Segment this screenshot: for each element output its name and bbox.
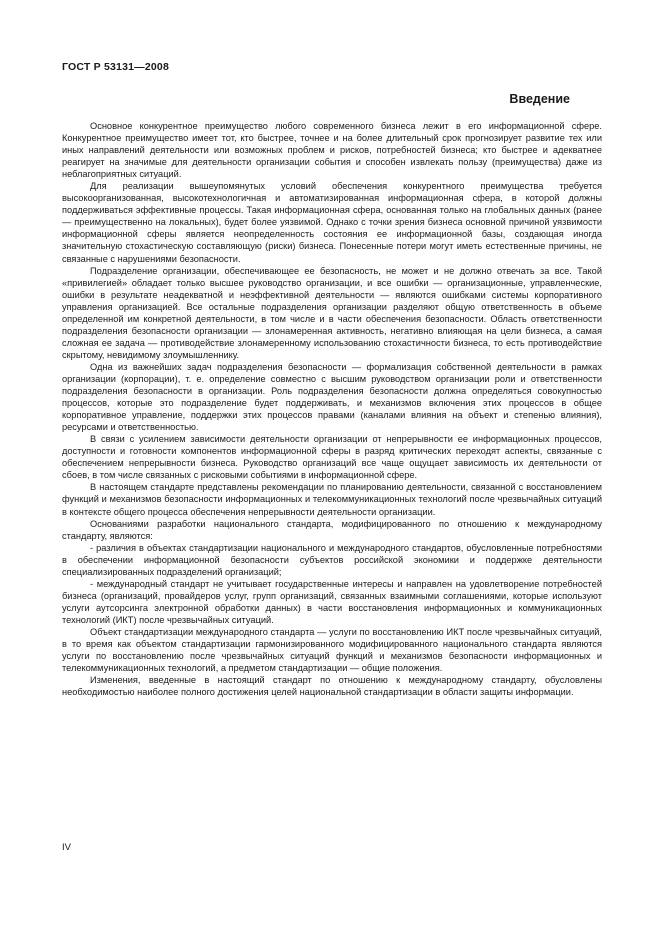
list-item: - различия в объектах стандартизации национального и международного стандартов, обусловленные потребностями в обеспечении информационной безопасности субъектов российской экономики и поддержке деятельности специализированных подразделений организаций; [62,542,602,577]
body-text [62,120,602,698]
page-number: IV [62,842,71,853]
section-title: Введение [509,92,570,106]
paragraph: Изменения, введенные в настоящий стандарт по отношению к международному стандарту, обусловлены необходимостью наиболее полного достижения целей национальной стандартизации в области защиты информации. [62,675,602,698]
paragraph: Основное конкурентное преимущество любого современного бизнеса лежит в его информационной сфере. Конкурентное преимущество имеет тот, кто быстрее, точнее и на более длительный срок прогнозирует развитие тех или иных направлений деятельности или возможных проблем и рисков, потребностей бизнеса; кто быстрее и адекватнее реагирует на значимые для деятельности организации события и способен извлекать пользу (преимущества) даже из неблагоприятных ситуаций. [62,121,602,180]
paragraph: Подразделение организации, обеспечивающее ее безопасность, не может и не должно отвечать за все. Такой «привилегией» обладает только высшее руководство организации, и все ошибки — организационные, управленческие, ошибки в результате неадекватной и неэффективной деятельности — являются ошибками системы корпоративного управления организацией. Все остальные подразделения организации разделяют общую ответственность в объеме определенной им конкретной деятельности, в том числе и в части обеспечения безопасности. Область ответственности подразделения безопасности организации — злонамеренная активность, негативно влияющая на цели бизнеса, а самая сложная ее задача — противодействие злонамеренному использованию стохастичности бизнеса, то есть противодействие скрытому, невидимому злоумышленнику. [62,265,602,360]
standard-header: ГОСТ Р 53131—2008 [62,61,170,73]
paragraph: Основаниями разработки национального стандарта, модифицированного по отношению к международному стандарту, являются: [62,518,602,541]
paragraph: Объект стандартизации международного стандарта — услуги по восстановлению ИКТ после чрезвычайных ситуаций, в то время как объектом стандартизации гармонизированного модифицированного национального стандарта являются услуги по восстановлению после чрезвычайных ситуаций функций и механизмов безопасности информационных и телекоммуникационных технологий, а предметом стандартизации — общие положения. [62,626,602,674]
paragraph: Одна из важнейших задач подразделения безопасности — формализация собственной деятельности в рамках организации (корпорации), т. е. определение совместно с высшим руководством организации роли и ответственности подразделения безопасности в организации. Роль подразделения безопасности должна определяться совокупностью процессов, которые это подразделение будет поддерживать, и механизмов включения этих процессов в общее корпоративное управление, поддержки этих процессов правами (каналами влияния на объект и степенью влияния), ресурсами и ответственностью. [62,361,602,433]
list-item: - международный стандарт не учитывает государственные интересы и направлен на удовлетворение потребностей бизнеса (организаций, провайдеров услуг, групп организаций, связанных взаимными соглашениями, которые используют услуги аутсорсинга электронной обработки данных) в части восстановления информационных и коммуникационных технологий (ИКТ) после чрезвычайных ситуаций. [62,578,602,625]
paragraph: В настоящем стандарте представлены рекомендации по планированию деятельности, связанной с восстановлением функций и механизмов безопасности информационных и телекоммуникационных технологий после чрезвычайных ситуаций в контексте общего процесса обеспечения непрерывности деятельности организации. [62,482,602,517]
paragraph: В связи с усилением зависимости деятельности организации от непрерывности ее информационных процессов, доступности и готовности компонентов информационной сферы в разряд критических переходят аспекты, связанные с обеспечением непрерывности бизнеса. Руководство организаций все чаще ощущает зависимость их деятельности от сбоев, в том числе связанных с рисковыми событиями в информационной сфере. [62,434,602,481]
paragraph: Для реализации вышеупомянутых условий обеспечения конкурентного преимущества требуется высокоорганизованная, высокотехнологичная и автоматизированная информационная сфера, в которой должны поддерживаться эффективные процессы. Такая информационная сфера, основанная только на глобальных данных (ранее — преимущественно на локальных), будет более уязвимой. Однако с точки зрения бизнеса основной причиной уязвимости информационной сферы является неопределенность состояния ее информационной базы, создающая иногда значительную стохастическую составляющую (риски) бизнеса. Понесенные потери могут иметь естественные причины, не связанные с нарушениями безопасности. [62,181,602,264]
